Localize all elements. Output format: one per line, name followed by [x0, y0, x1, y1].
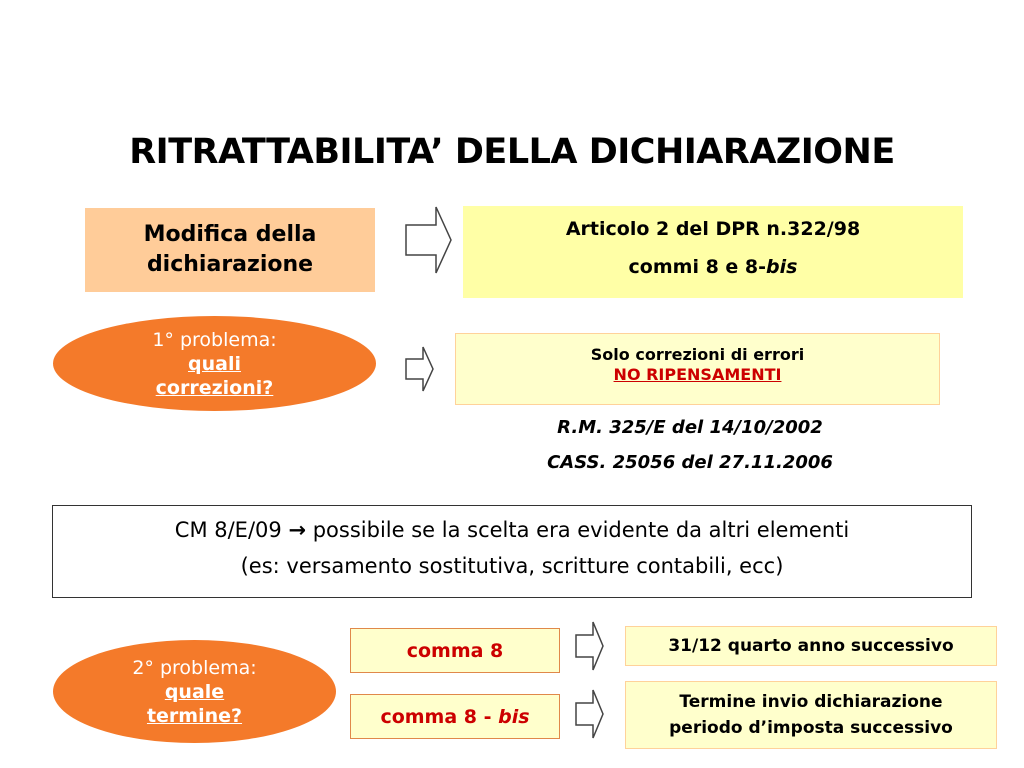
correzioni-box [455, 333, 940, 405]
termine1-box [625, 626, 997, 666]
cm-box [52, 505, 972, 598]
comma8-label: comma 8 [406, 639, 504, 662]
modifica-line2: dichiarazione [146, 252, 314, 277]
page-title: RITRATTABILITA’ DELLA DICHIARAZIONE [129, 132, 895, 172]
termine2-line2: periodo d’imposta successivo [669, 718, 953, 738]
termine1-text: 31/12 quarto anno successivo [668, 636, 954, 656]
cm-arrow-icon: → [288, 518, 307, 542]
right-arrow-icon [405, 205, 453, 275]
right-arrow-icon [575, 688, 605, 740]
problem1-line2: quali [188, 352, 241, 375]
ref-cass: CASS. 25056 del 27.11.2006 [547, 452, 833, 473]
articolo-box [463, 206, 963, 298]
problem2-ellipse [53, 640, 336, 743]
problem2-line2: quale [164, 680, 225, 703]
correzioni-line2: NO RIPENSAMENTI [613, 365, 782, 384]
comma8bis-italic: bis [498, 705, 530, 728]
articolo-line2-italic: bis [766, 256, 798, 278]
articolo-line1: Articolo 2 del DPR n.322/98 [565, 218, 861, 240]
correzioni-line1: Solo correzioni di errori [590, 345, 805, 364]
comma8bis-box [350, 694, 560, 739]
problem1-line1: 1° problema: [152, 328, 277, 351]
cm-line1-rest: possibile se la scelta era evidente da altri elementi [306, 518, 850, 542]
problem1-ellipse [53, 316, 376, 411]
comma8-box [350, 628, 560, 673]
problem2-line3: termine? [146, 704, 243, 727]
termine2-line1: Termine invio dichiarazione [679, 692, 943, 712]
cm-prefix: CM 8/E/09 [174, 518, 282, 542]
cm-line2: (es: versamento sostitutiva, scritture contabili, ecc) [240, 554, 784, 578]
ref-rm: R.M. 325/E del 14/10/2002 [557, 417, 823, 438]
modifica-line1: Modifica della [143, 222, 317, 247]
cm-line1 [53, 512, 971, 548]
comma8bis-prefix: comma 8 - [380, 705, 499, 728]
articolo-line2-prefix: commi 8 e 8- [628, 256, 767, 278]
modifica-box [85, 208, 375, 292]
right-arrow-icon [405, 345, 435, 393]
termine2-box [625, 681, 997, 749]
articolo-line2 [463, 252, 963, 282]
problem1-line3: correzioni? [155, 376, 274, 399]
right-arrow-icon [575, 620, 605, 672]
problem2-line1: 2° problema: [132, 656, 257, 679]
